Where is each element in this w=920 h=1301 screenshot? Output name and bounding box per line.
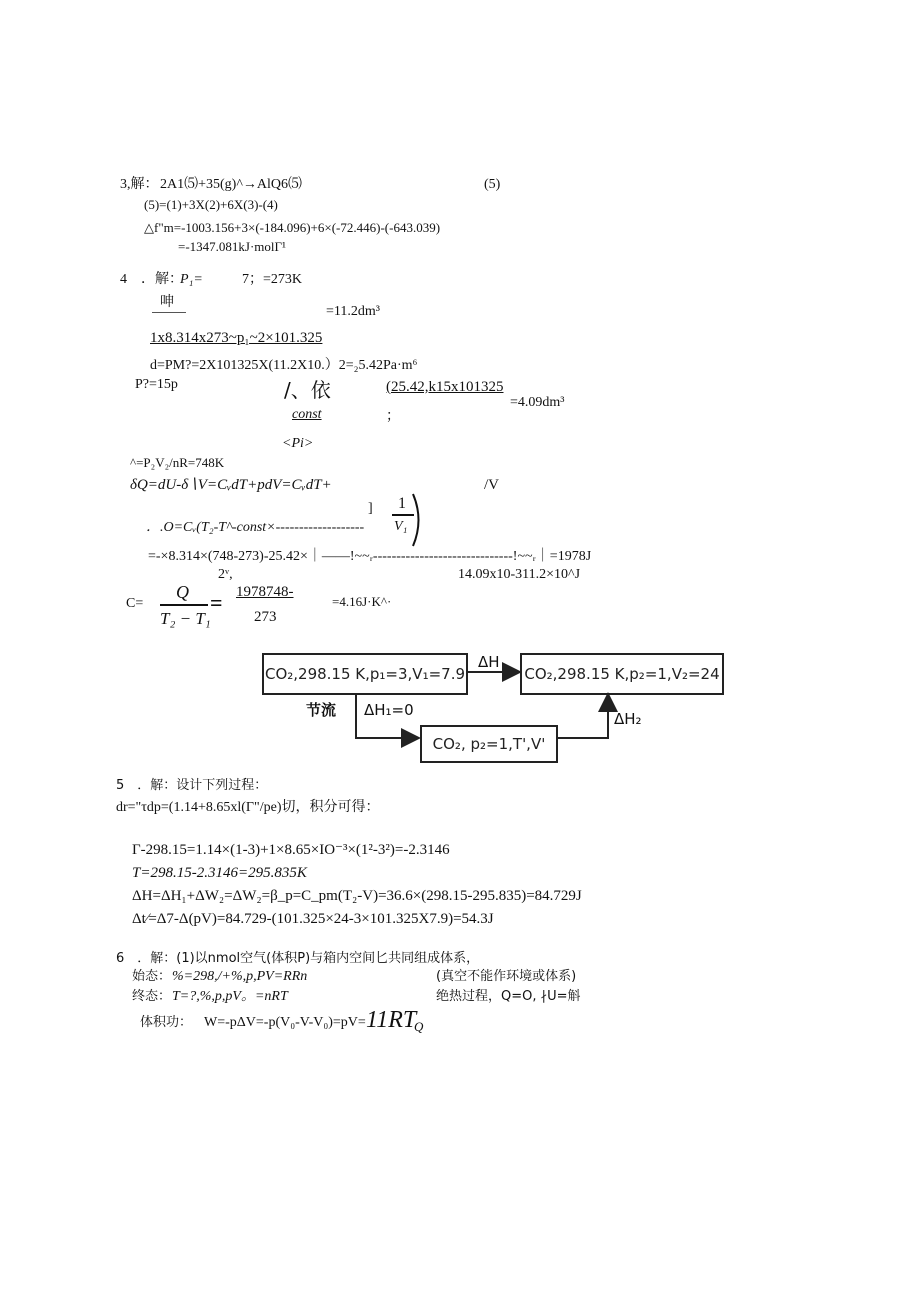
p4-semicolon: ； (386, 409, 400, 424)
p4-frac2-num: (25.42,k15x101325 (386, 379, 504, 395)
p5-label: 5 ．解：设计下列过程： (116, 778, 268, 793)
p6-init-label: 始态： (132, 969, 172, 984)
p4-v1: =11.2dm³ (326, 304, 380, 319)
p6-work-label: 体积功： (140, 1015, 193, 1030)
p4-dq-tail: /V (484, 477, 499, 493)
p3-reaction: 2A1⑸+35(g)^→AlQ6⑸ (160, 177, 303, 192)
p5-eq4: Δt⁄=Δ7-Δ(pV)=84.729-(101.325×24-3×101.325X7.9)=54.3J (132, 911, 494, 927)
p4-label: 4 ．解： (120, 272, 183, 287)
box-label: CO₂,298.15 K,p₂=1,V₂=24 (524, 665, 720, 683)
box-label: CO₂,298.15 K,p₁=3,V₁=7.9 (264, 665, 466, 683)
p4-line3: 1x8.314x273~p₁~2×101.325 (150, 330, 323, 346)
p4-c-val-top: 1978748- (236, 584, 294, 600)
p6-work-sub: Q (414, 1019, 424, 1034)
p6-final-label: 终态： (132, 989, 172, 1004)
p4-glyph: /、依 (284, 378, 331, 402)
box-label: CO₂, p₂=1,T',V' (432, 735, 546, 753)
p4-two-v: 2ᵛ, (218, 567, 233, 582)
p5-line2: dr="τdp=(1.14+8.65xl(Γ"/pe)切，积分可得： (116, 800, 380, 815)
label-throttle: 节流 (306, 701, 337, 719)
p4-bracket: ] (368, 501, 373, 516)
p4-c-eq: = (210, 590, 223, 615)
p4-v2: =4.09dm³ (510, 395, 565, 410)
p3-result: =-1347.081kJ·molΓ¹ (178, 239, 286, 254)
p4-q-line: ．.O=Cᵥ(T₂-T^-const×------------------- (146, 520, 365, 535)
label-dh: ΔH (478, 653, 500, 671)
p6-final: T=?,%,p,pV。=nRT (172, 989, 288, 1004)
p4-c-result: =4.16J·K^· (332, 594, 392, 609)
fraction-bar (152, 312, 186, 313)
p5-eq1: Γ-298.15=1.14×(1-3)+1×8.65×IO⁻³×(1²-3²)=-2.3146 (132, 842, 450, 858)
p5-eq2: T=298.15-2.3146=295.835K (132, 865, 307, 881)
p4-p2: P?=15p (135, 377, 178, 392)
arrow-dh2 (556, 696, 608, 738)
p3-dh: △f"m=-1003.156+3×(-184.096)+6×(-72.446)-(-643.039) (144, 220, 441, 235)
p4-p1: P₁= (180, 272, 203, 287)
p3-label: 3,解： (120, 177, 159, 192)
p4-c-val-bot: 273 (254, 609, 277, 625)
p4-c-den: T₂ − T₁ (160, 609, 211, 628)
p6-init: %=298,/+%,p,PV=RRn (172, 969, 308, 984)
p4-const: const (292, 407, 322, 422)
p3-phase: (5) (484, 177, 501, 192)
p4-calc: =-×8.314×(748-273)-25.42×｜——!~~ᵣ------------------------------!~~ᵣ｜=1978J (148, 549, 592, 564)
fraction-bar (160, 604, 208, 606)
p6-work-tail: 11RT (366, 1007, 417, 1033)
p4-t2: ^=P₂V₂/nR=748K (130, 455, 225, 470)
p4-calc2: 14.09x10-311.2×10^J (458, 567, 581, 582)
p6-label: 6 ．解：(1)以nmol空气(体积P)与箱内空间匕共同组成体系， (116, 951, 480, 966)
right-paren-icon (410, 492, 426, 548)
p4-dq: δQ=dU-δ∖V=CᵥdT+pdV=CᵥdT+ (130, 477, 332, 493)
p6-work: W=-pΔV=-p(V₀-V-V₀)=pV= (204, 1015, 366, 1030)
p4-c-label: C= (126, 596, 144, 611)
p6-note1: (真空不能作环境或体系) (436, 969, 577, 984)
label-dh2: ΔH₂ (614, 710, 642, 728)
p5-eq3: ΔH=ΔH₁+ΔW₂=ΔW₂=β_p=C_pm(T₂-V)=36.6×(298.15-295.835)=84.729J (132, 888, 582, 904)
p4-t1: 7；=273K (242, 272, 303, 287)
p3-combo: (5)=(1)+3X(2)+6X(3)-(4) (144, 197, 278, 212)
p4-line4: d=PM?=2X101325X(11.2X10.）2=₂5.42Pa·m⁶ (150, 358, 418, 373)
p6-note2: 绝热过程，Q=O, ∤U=斛 (436, 989, 581, 1004)
label-dh1: ΔH₁=0 (364, 701, 414, 719)
p4-v1sym: V₁ (394, 519, 408, 534)
p4-pi: <Pi> (282, 436, 314, 451)
p4-c-num: Q (176, 582, 189, 602)
p4-frac-top: 呻 (160, 295, 174, 310)
p4-one: 1 (398, 495, 406, 512)
